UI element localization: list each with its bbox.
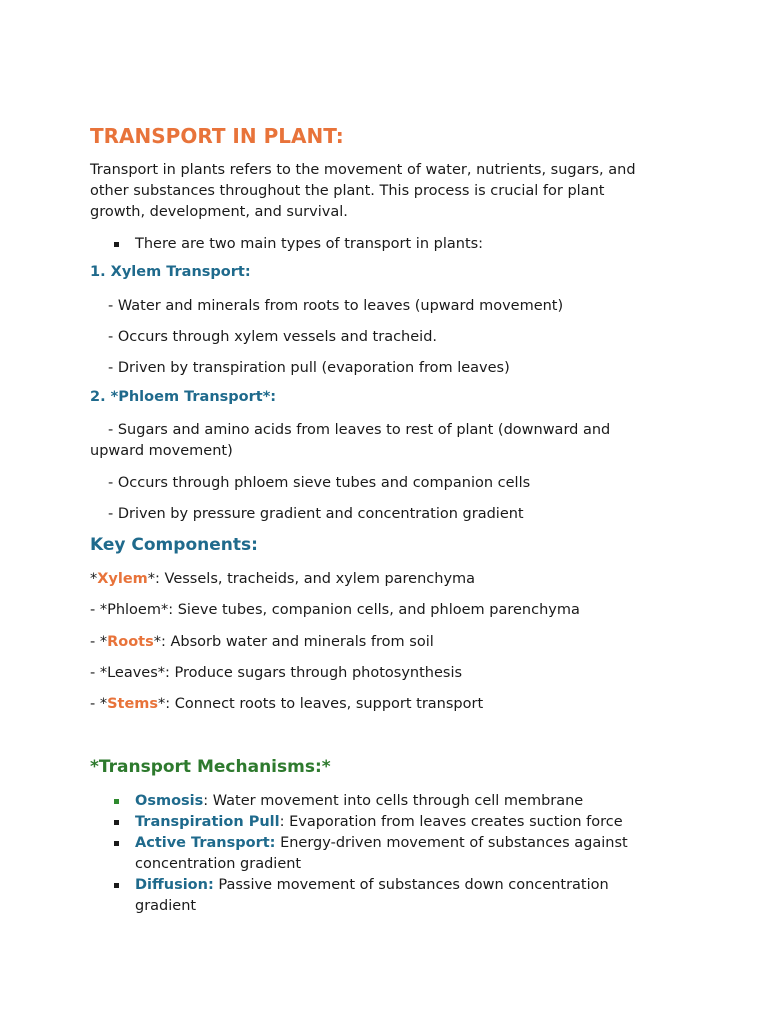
mechanisms-heading: *Transport Mechanisms:*	[90, 757, 331, 777]
xylem-line: - Occurs through xylem vessels and tracheid.	[108, 329, 438, 345]
intro-paragraph	[90, 160, 636, 223]
intro-line: other substances throughout the plant. This process is crucial for plant	[90, 183, 605, 199]
types-bullet-text: There are two main types of transport in plants:	[135, 236, 484, 252]
key-item-stems: - *Stems*: Connect roots to leaves, support transport	[90, 696, 484, 712]
square-bullet-icon	[114, 841, 119, 846]
square-bullet-icon	[114, 883, 119, 888]
square-bullet-icon	[114, 820, 119, 825]
phloem-heading: 2. *Phloem Transport*:	[90, 389, 277, 405]
intro-line: growth, development, and survival.	[90, 204, 348, 220]
phloem-line: - Occurs through phloem sieve tubes and companion cells	[108, 475, 531, 491]
key-item-xylem: *Xylem*: Vessels, tracheids, and xylem parenchyma	[90, 571, 476, 587]
xylem-line: - Driven by transpiration pull (evaporation from leaves)	[108, 360, 510, 376]
key-item-phloem: - *Phloem*: Sieve tubes, companion cells, and phloem parenchyma	[90, 602, 580, 618]
mechanism-item: Transpiration Pull: Evaporation from leaves creates suction force	[135, 814, 623, 830]
mechanism-item: Osmosis: Water movement into cells through cell membrane	[135, 793, 584, 809]
mechanism-item: Diffusion: Passive movement of substances down concentration gradient	[135, 877, 609, 914]
key-item-roots: - *Roots*: Absorb water and minerals from soil	[90, 634, 434, 650]
page-title: TRANSPORT IN PLANT:	[90, 124, 344, 148]
key-item-leaves: - *Leaves*: Produce sugars through photosynthesis	[90, 665, 463, 681]
phloem-line: - Driven by pressure gradient and concentration gradient	[108, 506, 524, 522]
square-bullet-icon	[114, 799, 119, 804]
xylem-line: - Water and minerals from roots to leaves (upward movement)	[108, 298, 564, 314]
square-bullet-icon	[114, 242, 119, 247]
mechanism-item: Active Transport: Energy-driven movement of substances against concentration gradient	[135, 835, 628, 872]
intro-line: Transport in plants refers to the movement of water, nutrients, sugars, and	[90, 162, 636, 178]
key-components-heading: Key Components:	[90, 535, 258, 555]
xylem-heading: 1. Xylem Transport:	[90, 264, 251, 280]
phloem-line: - Sugars and amino acids from leaves to rest of plant (downward and upward movement)	[90, 422, 611, 459]
